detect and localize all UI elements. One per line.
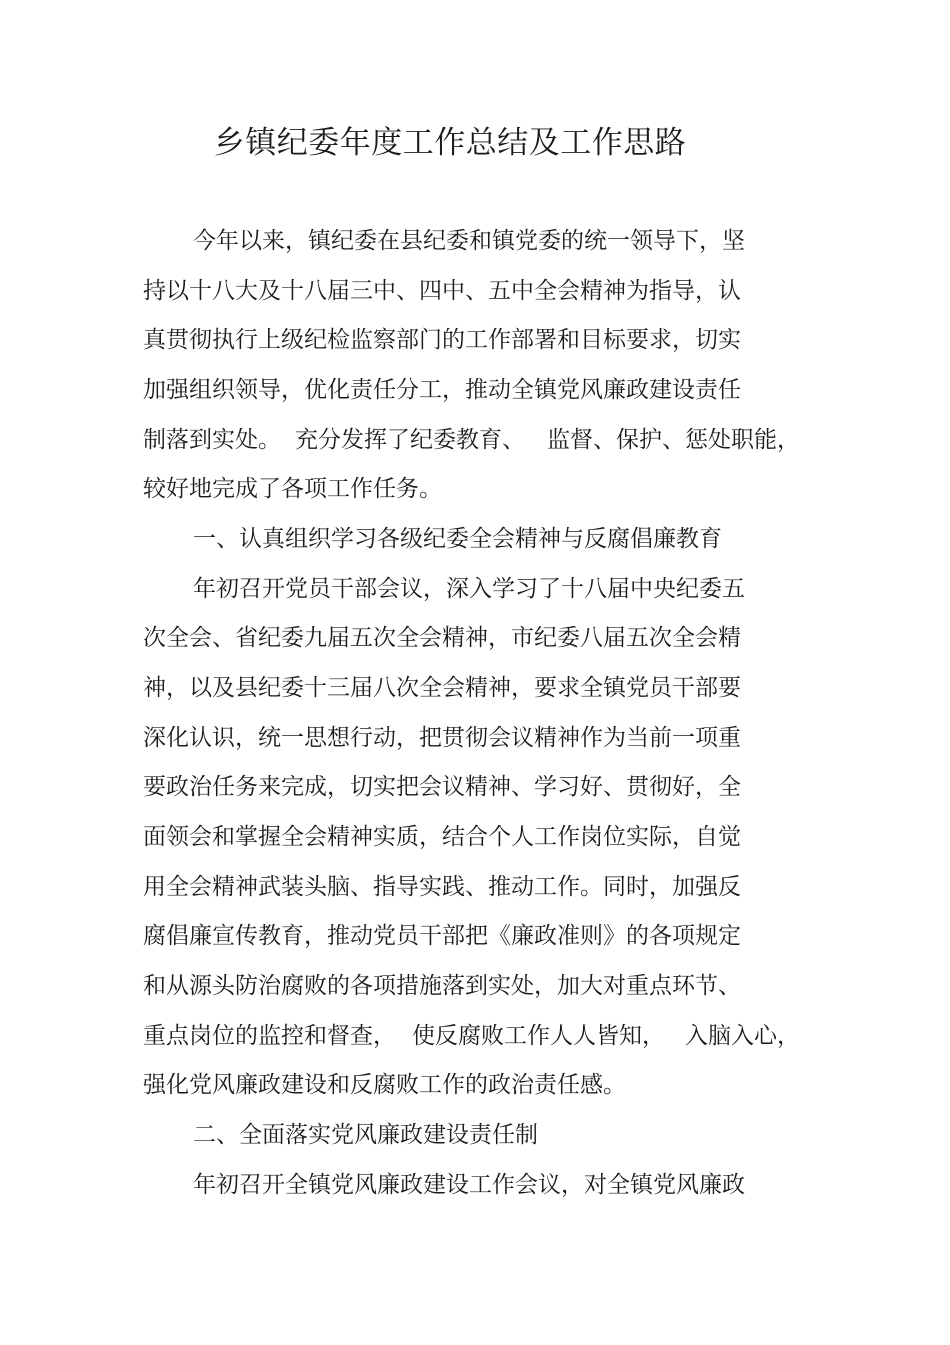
section-2-line-1: 年初召开全镇党风廉政建设工作会议，对全镇党风廉政 — [193, 1172, 745, 1198]
intro-line-5-part-3: 监督、保护、惩处职能， — [547, 427, 800, 453]
section-1-line-11: 强化党风廉政建设和反腐败工作的政治责任感。 — [143, 1072, 626, 1098]
section-1-line-5: 要政治任务来完成，切实把会议精神、学习好、贯彻好，全 — [143, 774, 741, 800]
section-1-line-10-part-1: 重点岗位的监控和督查， — [143, 1023, 396, 1049]
intro-line-6: 较好地完成了各项工作任务。 — [143, 476, 442, 502]
intro-line-3: 真贯彻执行上级纪检监察部门的工作部署和目标要求，切实 — [143, 327, 741, 353]
section-1-line-10-part-2: 使反腐败工作人人皆知， — [412, 1023, 665, 1049]
section-1-line-4: 深化认识，统一思想行动，把贯彻会议精神作为当前一项重 — [143, 725, 741, 751]
intro-line-5-part-1: 制落到实处。 — [143, 427, 281, 453]
section-2-heading: 二、全面落实党风廉政建设责任制 — [193, 1122, 538, 1148]
intro-line-5-part-2: 充分发挥了纪委教育、 — [295, 427, 525, 453]
section-1-heading: 一、认真组织学习各级纪委全会精神与反腐倡廉教育 — [193, 526, 722, 552]
intro-line-2: 持以十八大及十八届三中、四中、五中全会精神为指导，认 — [143, 278, 741, 304]
section-1-line-2: 次全会、省纪委九届五次全会精神，市纪委八届五次全会精 — [143, 625, 741, 651]
intro-line-5 — [143, 423, 800, 457]
section-1-line-9: 和从源头防治腐败的各项措施落到实处，加大对重点环节、 — [143, 973, 741, 999]
section-1-line-7: 用全会精神武装头脑、指导实践、推动工作。同时，加强反 — [143, 874, 741, 900]
section-1-line-6: 面领会和掌握全会精神实质，结合个人工作岗位实际，自觉 — [143, 824, 741, 850]
section-1-line-1: 年初召开党员干部会议，深入学习了十八届中央纪委五 — [193, 576, 745, 602]
section-1-line-10-part-3: 入脑入心， — [685, 1023, 800, 1049]
section-1-line-3: 神，以及县纪委十三届八次全会精神，要求全镇党员干部要 — [143, 675, 741, 701]
document-title: 乡镇纪委年度工作总结及工作思路 — [213, 125, 687, 161]
section-1-line-8: 腐倡廉宣传教育，推动党员干部把《廉政准则》的各项规定 — [143, 923, 741, 949]
intro-line-4: 加强组织领导，优化责任分工，推动全镇党风廉政建设责任 — [143, 377, 741, 403]
intro-line-1: 今年以来，镇纪委在县纪委和镇党委的统一领导下，坚 — [193, 228, 745, 254]
section-1-line-10 — [143, 1019, 800, 1053]
